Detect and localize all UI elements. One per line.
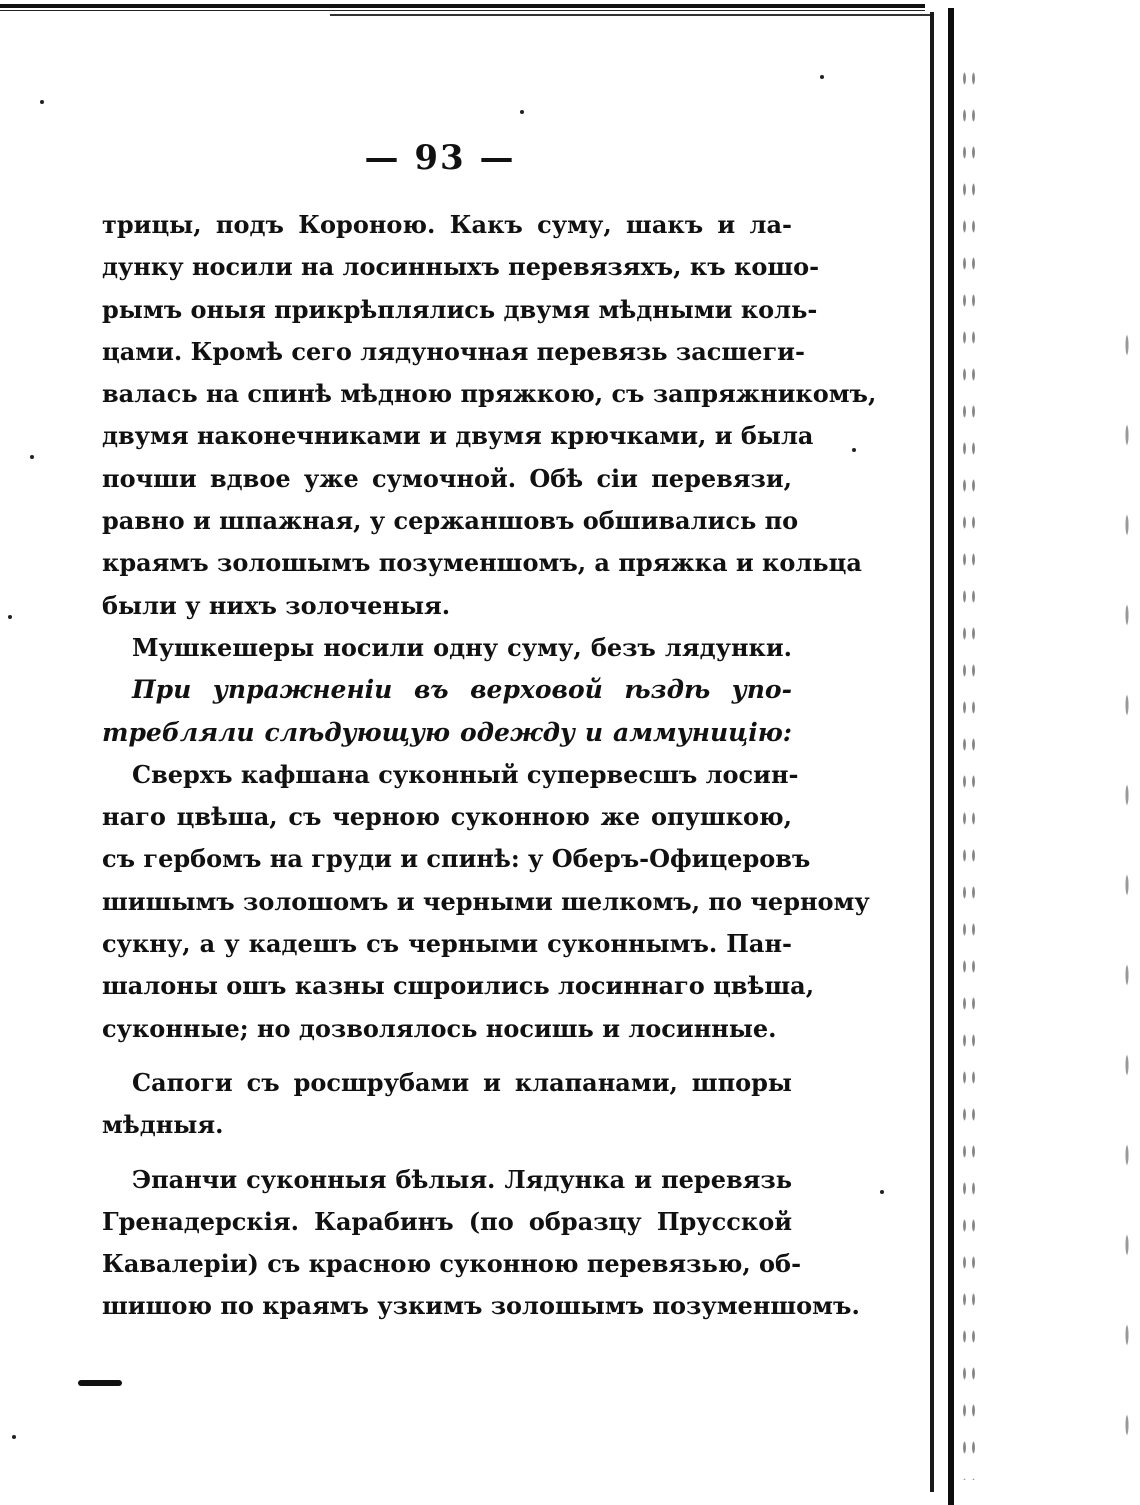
text-line: равно и шпажная, у сержаншовъ обшивались по: [102, 506, 799, 536]
text-line: почши вдвое уже сумочной. Обѣ сіи перевязи,: [102, 463, 792, 493]
italic-heading-line: При упражненіи въ верховой ѣздѣ упо-: [132, 675, 792, 705]
top-rule: [0, 4, 925, 12]
text-line: Гренадерскія. Карабинъ (по образцу Прусской: [102, 1206, 792, 1236]
paper-speck: [8, 615, 12, 619]
paper-speck: [40, 100, 44, 104]
page-number: — 93 —: [364, 138, 516, 178]
text-line: суконные; но дозволялось носишь и лосинные.: [102, 1013, 777, 1043]
text-line: Мушкешеры носили одну суму, безъ лядунки.: [132, 632, 792, 662]
text-line: съ гербомъ на груди и спинѣ: у Оберъ-Офицеровъ: [102, 844, 811, 874]
binding-gutter-line: [930, 12, 934, 1492]
text-line: трицы, подъ Короною. Какъ суму, шакъ и ла-: [102, 210, 792, 239]
text-line: краямъ золошымъ позуменшомъ, а пряжка и кольца: [102, 548, 862, 578]
edge-specks: [1120, 300, 1134, 1500]
body-text: [102, 204, 877, 1328]
text-line: были у нихъ золоченыя.: [102, 590, 451, 620]
text-line: сукну, а у кадешъ съ черными суконнымъ. Пан-: [102, 929, 792, 959]
text-line: двумя наконечниками и двумя крючками, и была: [102, 421, 814, 451]
paper-speck: [520, 110, 524, 114]
text-line: шишымъ золошомъ и черными шелкомъ, по черному: [102, 886, 870, 916]
text-line: рымъ оныя прикрѣплялись двумя мѣдными коль-: [102, 294, 818, 324]
text-line: Сверхъ кафшана суконный супервесшъ лосин-: [132, 759, 799, 789]
text-line: шишою по краямъ узкимъ золошымъ позуменшомъ.: [102, 1291, 860, 1321]
top-rule-thin: [330, 14, 930, 16]
paper-speck: [820, 75, 824, 79]
text-line: цами. Кромѣ сего лядуночная перевязь засшеги-: [102, 336, 805, 366]
text-line: Эпанчи суконныя бѣлыя. Лядунка и перевязь: [132, 1164, 792, 1194]
italic-heading-line: требляли слѣдующую одежду и аммуницію:: [102, 717, 792, 747]
bottom-ink-mark: [78, 1380, 122, 1386]
paper-speck: [12, 1435, 16, 1439]
paragraph-gap: [102, 1147, 792, 1159]
text-line: валась на спинѣ мѣдною пряжкою, съ запряжникомъ,: [102, 379, 877, 409]
paper-speck: [30, 455, 34, 459]
text-line: Сапоги съ росшрубами и клапанами, шпоры: [132, 1067, 792, 1097]
text-line: наго цвѣша, съ черною суконною же опушкою,: [102, 802, 792, 832]
gutter-specks: [960, 60, 978, 1480]
text-line: шалоны ошъ казны сшроились лосиннаго цвѣша,: [102, 971, 815, 1001]
text-line: мѣдныя.: [102, 1110, 224, 1140]
paper-speck: [852, 448, 856, 452]
paragraph-gap: [102, 1050, 792, 1062]
binding-gutter-edge: [948, 8, 954, 1505]
paper-speck: [880, 1190, 884, 1194]
text-line: дунку носили на лосинныхъ перевязяхъ, къ кошо-: [102, 252, 820, 282]
text-line: Кавалеріи) съ красною суконною перевязью, об-: [102, 1249, 802, 1279]
